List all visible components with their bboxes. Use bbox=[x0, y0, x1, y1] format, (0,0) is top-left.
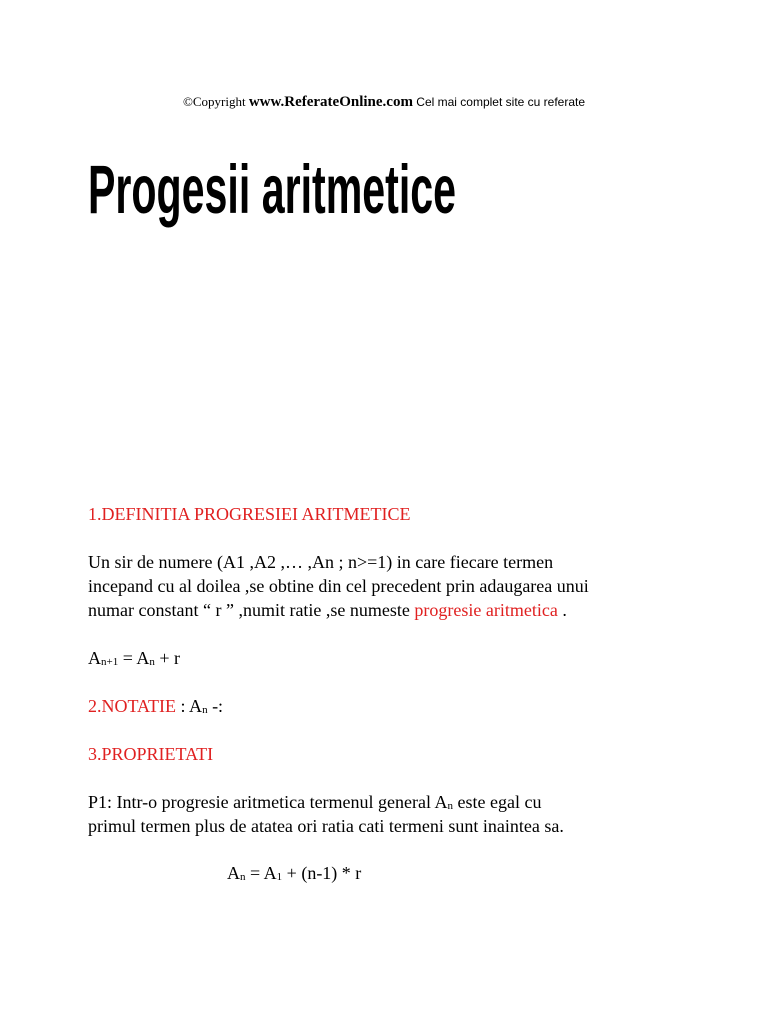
formula-term: + (n-1) * r bbox=[282, 863, 362, 883]
definition-heading: 1.DEFINITIA PROGRESIEI ARITMETICE bbox=[88, 504, 411, 524]
definition-line-2: incepand cu al doilea ,se obtine din cel precedent prin adaugarea unui bbox=[88, 576, 589, 596]
definition-line-3-text: numar constant “ r ” ,numit ratie ,se numeste bbox=[88, 600, 415, 620]
p1-text: P1: Intr-o progresie aritmetica termenul general A bbox=[88, 792, 448, 812]
site-slogan: Cel mai complet site cu referate bbox=[412, 95, 586, 109]
formula-subscript: n+1 bbox=[101, 656, 119, 668]
definition-line-3-end: . bbox=[557, 600, 567, 620]
copyright-line bbox=[0, 93, 768, 111]
wordart-title-graphic bbox=[88, 148, 460, 234]
definition-line-1: Un sir de numere (A1 ,A2 ,… ,An ; n>=1) in care fiecare termen bbox=[88, 552, 554, 572]
formula-term: A bbox=[88, 648, 101, 668]
p1-subscript: n bbox=[447, 800, 454, 812]
definition-line-3 bbox=[88, 598, 688, 622]
formula-term: = A bbox=[245, 863, 277, 883]
property-p1-line-2: primul termen plus de atatea ori ratia cati termeni sunt inaintea sa. bbox=[88, 816, 564, 836]
recurrence-formula bbox=[88, 646, 688, 673]
site-link[interactable]: www.ReferateOnline.com bbox=[248, 94, 413, 110]
notation-term: -: bbox=[207, 696, 224, 716]
formula-term: = A bbox=[118, 648, 150, 668]
formula-term: + r bbox=[154, 648, 181, 668]
notation-heading: 2.NOTATIE bbox=[88, 696, 177, 716]
title-text: Progesii aritmetice bbox=[88, 152, 456, 229]
notation-line bbox=[88, 694, 688, 721]
copyright-prefix: ©Copyright bbox=[182, 94, 249, 109]
formula-subscript: 1 bbox=[276, 871, 283, 883]
notation-term: : A bbox=[176, 696, 203, 716]
general-term-formula bbox=[227, 861, 768, 888]
definition-term-highlight: progresie aritmetica bbox=[414, 600, 558, 620]
document-title bbox=[88, 148, 460, 234]
formula-subscript: n bbox=[149, 656, 155, 668]
formula-term: A bbox=[227, 863, 240, 883]
notation-subscript: n bbox=[202, 704, 208, 716]
formula-subscript: n bbox=[240, 871, 246, 883]
property-p1-line-1 bbox=[88, 790, 688, 817]
properties-heading: 3.PROPRIETATI bbox=[88, 744, 214, 764]
p1-text: este egal cu bbox=[453, 792, 542, 812]
